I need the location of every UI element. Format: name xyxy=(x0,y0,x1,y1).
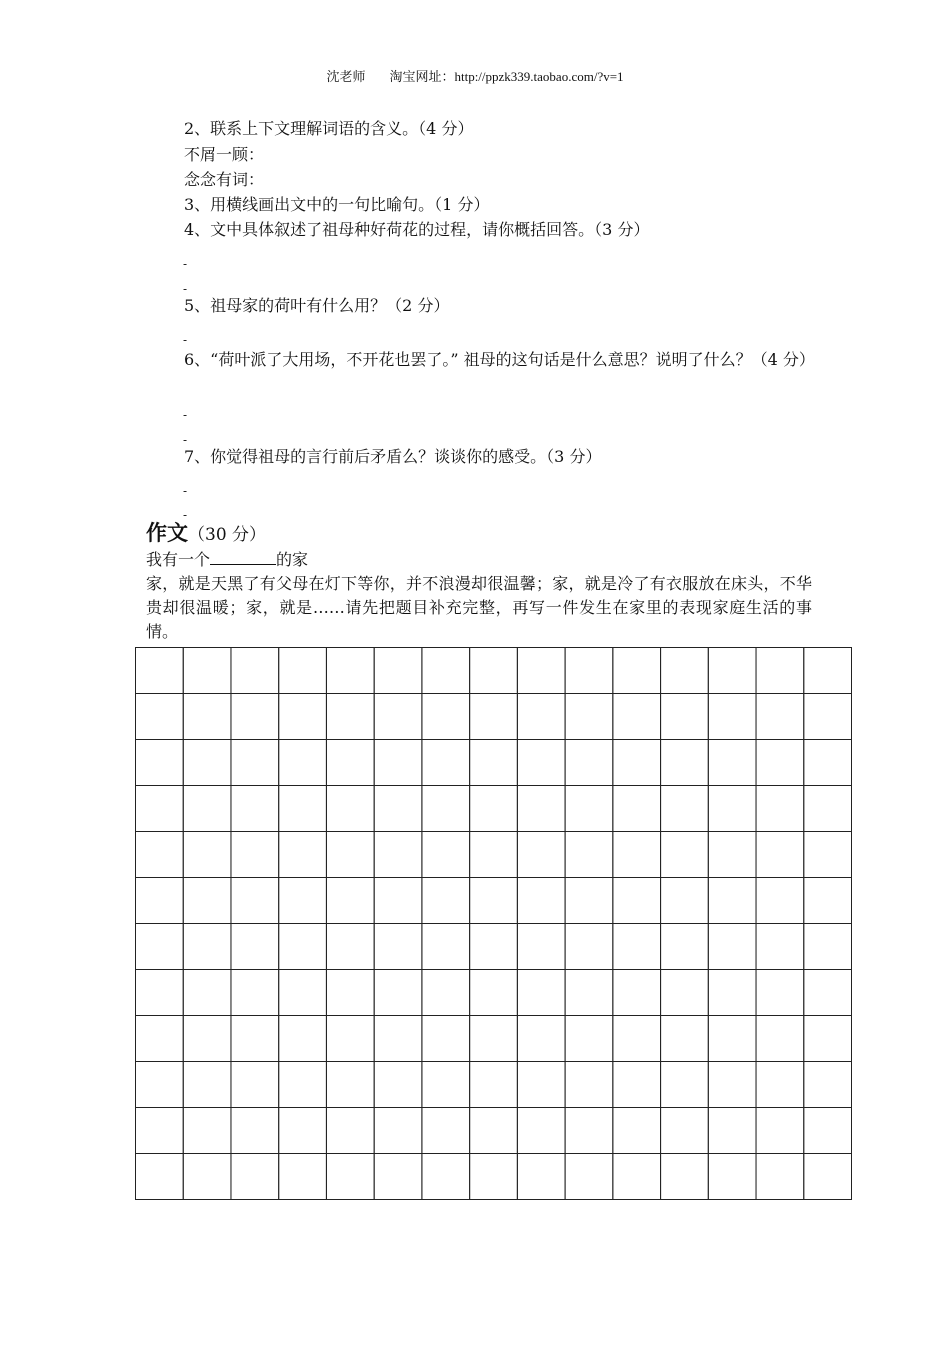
grid-cell[interactable] xyxy=(279,648,327,694)
grid-cell[interactable] xyxy=(756,1154,804,1200)
grid-cell[interactable] xyxy=(374,924,422,970)
grid-cell[interactable] xyxy=(422,786,470,832)
grid-cell[interactable] xyxy=(804,740,852,786)
grid-cell[interactable] xyxy=(565,740,613,786)
grid-cell[interactable] xyxy=(661,878,709,924)
grid-cell[interactable] xyxy=(708,740,756,786)
grid-cell[interactable] xyxy=(756,1108,804,1154)
grid-cell[interactable] xyxy=(136,1154,184,1200)
grid-cell[interactable] xyxy=(279,832,327,878)
grid-cell[interactable] xyxy=(279,1108,327,1154)
grid-cell[interactable] xyxy=(756,970,804,1016)
grid-cell[interactable] xyxy=(756,924,804,970)
grid-cell[interactable] xyxy=(517,648,565,694)
grid-cell[interactable] xyxy=(231,970,279,1016)
grid-cell[interactable] xyxy=(470,740,518,786)
grid-cell[interactable] xyxy=(374,1154,422,1200)
grid-cell[interactable] xyxy=(517,740,565,786)
page-header xyxy=(0,66,950,85)
grid-cell[interactable] xyxy=(183,1016,231,1062)
grid-cell[interactable] xyxy=(756,786,804,832)
grid-cell[interactable] xyxy=(136,878,184,924)
grid-cell[interactable] xyxy=(756,740,804,786)
grid-cell[interactable] xyxy=(422,1062,470,1108)
grid-cell[interactable] xyxy=(517,1154,565,1200)
grid-cell[interactable] xyxy=(661,832,709,878)
grid-cell[interactable] xyxy=(326,970,374,1016)
grid-cell[interactable] xyxy=(422,648,470,694)
essay-heading xyxy=(146,520,266,548)
grid-cell[interactable] xyxy=(804,694,852,740)
grid-cell[interactable] xyxy=(374,786,422,832)
author-name: 沈老师 xyxy=(326,69,366,84)
grid-cell[interactable] xyxy=(708,786,756,832)
grid-cell[interactable] xyxy=(565,878,613,924)
grid-cell[interactable] xyxy=(756,694,804,740)
grid-cell[interactable] xyxy=(279,924,327,970)
grid-cell[interactable] xyxy=(231,1016,279,1062)
grid-cell[interactable] xyxy=(279,970,327,1016)
grid-cell[interactable] xyxy=(422,1154,470,1200)
grid-cell[interactable] xyxy=(326,786,374,832)
grid-cell[interactable] xyxy=(231,832,279,878)
grid-cell[interactable] xyxy=(326,648,374,694)
grid-cell[interactable] xyxy=(136,694,184,740)
grid-cell[interactable] xyxy=(565,1016,613,1062)
grid-cell[interactable] xyxy=(136,970,184,1016)
grid-cell[interactable] xyxy=(517,878,565,924)
grid-cell[interactable] xyxy=(565,970,613,1016)
answer-line[interactable]: - xyxy=(183,257,188,271)
grid-cell[interactable] xyxy=(183,740,231,786)
grid-cell[interactable] xyxy=(517,924,565,970)
grid-cell[interactable] xyxy=(374,1016,422,1062)
grid-cell[interactable] xyxy=(708,878,756,924)
grid-cell[interactable] xyxy=(422,970,470,1016)
grid-cell[interactable] xyxy=(279,740,327,786)
grid-cell[interactable] xyxy=(661,1154,709,1200)
grid-cell[interactable] xyxy=(517,970,565,1016)
grid-cell[interactable] xyxy=(183,648,231,694)
grid-cell[interactable] xyxy=(279,1016,327,1062)
grid-cell[interactable] xyxy=(613,924,661,970)
grid-cell[interactable] xyxy=(470,786,518,832)
answer-line[interactable]: - xyxy=(183,333,188,347)
answer-line[interactable]: - xyxy=(183,433,188,447)
grid-cell[interactable] xyxy=(470,1154,518,1200)
grid-cell[interactable] xyxy=(613,740,661,786)
grid-cell[interactable] xyxy=(326,694,374,740)
grid-cell[interactable] xyxy=(565,694,613,740)
grid-cell[interactable] xyxy=(708,970,756,1016)
answer-line[interactable]: - xyxy=(183,408,188,422)
grid-cell[interactable] xyxy=(661,1108,709,1154)
grid-cell[interactable] xyxy=(231,1108,279,1154)
grid-cell[interactable] xyxy=(374,832,422,878)
grid-cell[interactable] xyxy=(183,970,231,1016)
grid-cell[interactable] xyxy=(136,924,184,970)
grid-cell[interactable] xyxy=(279,1062,327,1108)
grid-cell[interactable] xyxy=(517,1016,565,1062)
grid-cell[interactable] xyxy=(708,924,756,970)
grid-cell[interactable] xyxy=(804,1108,852,1154)
grid-cell[interactable] xyxy=(708,1154,756,1200)
grid-cell[interactable] xyxy=(470,924,518,970)
grid-cell[interactable] xyxy=(422,1108,470,1154)
grid-cell[interactable] xyxy=(183,1062,231,1108)
grid-cell[interactable] xyxy=(804,1016,852,1062)
grid-cell[interactable] xyxy=(661,694,709,740)
grid-cell[interactable] xyxy=(804,786,852,832)
grid-cell[interactable] xyxy=(422,740,470,786)
grid-cell[interactable] xyxy=(613,832,661,878)
grid-cell[interactable] xyxy=(565,832,613,878)
grid-cell[interactable] xyxy=(183,786,231,832)
grid-cell[interactable] xyxy=(470,1108,518,1154)
grid-cell[interactable] xyxy=(136,740,184,786)
grid-cell[interactable] xyxy=(136,648,184,694)
prompt-end: 的家 xyxy=(276,550,309,569)
question-4: 4、文中具体叙述了祖母种好荷花的过程，请你概括回答。（3 分） xyxy=(184,220,650,239)
grid-cell[interactable] xyxy=(279,1154,327,1200)
essay-score: （30 分） xyxy=(188,525,267,545)
grid-cell[interactable] xyxy=(804,832,852,878)
term-niannianyouci: 念念有词： xyxy=(184,170,265,189)
grid-cell[interactable] xyxy=(804,970,852,1016)
title-blank[interactable] xyxy=(210,550,276,565)
grid-cell[interactable] xyxy=(661,740,709,786)
grid-cell[interactable] xyxy=(565,1062,613,1108)
grid-cell[interactable] xyxy=(708,832,756,878)
grid-cell[interactable] xyxy=(326,740,374,786)
grid-cell[interactable] xyxy=(517,1062,565,1108)
grid-cell[interactable] xyxy=(804,1154,852,1200)
grid-cell[interactable] xyxy=(661,924,709,970)
grid-cell[interactable] xyxy=(470,694,518,740)
grid-cell[interactable] xyxy=(613,970,661,1016)
grid-cell[interactable] xyxy=(708,694,756,740)
grid-cell[interactable] xyxy=(613,694,661,740)
grid-cell[interactable] xyxy=(183,924,231,970)
grid-cell[interactable] xyxy=(279,786,327,832)
grid-cell[interactable] xyxy=(279,694,327,740)
grid-cell[interactable] xyxy=(231,1062,279,1108)
essay-prompt xyxy=(146,548,812,572)
grid-cell[interactable] xyxy=(565,1108,613,1154)
grid-cell[interactable] xyxy=(565,648,613,694)
grid-cell[interactable] xyxy=(613,1154,661,1200)
grid-cell[interactable] xyxy=(708,648,756,694)
prompt-start: 我有一个 xyxy=(146,550,211,569)
grid-cell[interactable] xyxy=(661,786,709,832)
grid-cell[interactable] xyxy=(804,1062,852,1108)
grid-cell[interactable] xyxy=(326,924,374,970)
grid-cell[interactable] xyxy=(326,878,374,924)
grid-cell[interactable] xyxy=(470,832,518,878)
grid-cell[interactable] xyxy=(231,786,279,832)
grid-cell[interactable] xyxy=(183,1108,231,1154)
grid-cell[interactable] xyxy=(565,1154,613,1200)
grid-cell[interactable] xyxy=(326,1016,374,1062)
grid-cell[interactable] xyxy=(374,1108,422,1154)
grid-cell[interactable] xyxy=(517,786,565,832)
grid-cell[interactable] xyxy=(231,740,279,786)
writing-grid[interactable] xyxy=(135,647,852,1200)
grid-cell[interactable] xyxy=(136,786,184,832)
question-7: 7、你觉得祖母的言行前后矛盾么？谈谈你的感受。（3 分） xyxy=(184,447,602,466)
grid-cell[interactable] xyxy=(565,924,613,970)
grid-cell[interactable] xyxy=(756,1016,804,1062)
essay-description: 家，就是天黑了有父母在灯下等你，并不浪漫却很温馨；家，就是冷了有衣服放在床头，不华贵却很温暖；家，就是……请先把题目补充完整，再写一件发生在家里的表现家庭生活的事情。 xyxy=(146,574,812,641)
grid-cell[interactable] xyxy=(136,1062,184,1108)
essay-title: 作文 xyxy=(146,520,188,545)
answer-line[interactable]: - xyxy=(183,282,188,296)
grid-cell[interactable] xyxy=(613,1062,661,1108)
grid-cell[interactable] xyxy=(422,832,470,878)
grid-cell[interactable] xyxy=(708,1062,756,1108)
grid-cell[interactable] xyxy=(183,832,231,878)
grid-cell[interactable] xyxy=(613,1108,661,1154)
grid-cell[interactable] xyxy=(374,648,422,694)
grid-cell[interactable] xyxy=(136,1108,184,1154)
answer-line[interactable]: - xyxy=(183,484,188,498)
grid-cell[interactable] xyxy=(470,648,518,694)
grid-cell[interactable] xyxy=(326,1108,374,1154)
grid-cell[interactable] xyxy=(183,694,231,740)
grid-cell[interactable] xyxy=(756,648,804,694)
grid-cell[interactable] xyxy=(422,924,470,970)
grid-cell[interactable] xyxy=(422,1016,470,1062)
grid-cell[interactable] xyxy=(804,878,852,924)
term-buxieyigu: 不屑一顾： xyxy=(184,145,265,164)
grid-cell[interactable] xyxy=(517,694,565,740)
grid-cell[interactable] xyxy=(183,878,231,924)
grid-cell[interactable] xyxy=(374,694,422,740)
grid-cell[interactable] xyxy=(374,878,422,924)
answer-line[interactable]: - xyxy=(183,508,188,522)
grid-cell[interactable] xyxy=(136,1016,184,1062)
question-6: 6、“荷叶派了大用场，不开花也罢了。” 祖母的这句话是什么意思？说明了什么？（4 分） xyxy=(184,350,815,369)
grid-cell[interactable] xyxy=(231,924,279,970)
grid-cell[interactable] xyxy=(517,1108,565,1154)
grid-cell[interactable] xyxy=(661,648,709,694)
grid-cell[interactable] xyxy=(231,1154,279,1200)
question-3: 3、用横线画出文中的一句比喻句。（1 分） xyxy=(184,195,490,214)
grid-cell[interactable] xyxy=(422,694,470,740)
grid-cell[interactable] xyxy=(661,970,709,1016)
grid-cell[interactable] xyxy=(470,1062,518,1108)
grid-cell[interactable] xyxy=(136,832,184,878)
grid-cell[interactable] xyxy=(661,1016,709,1062)
grid-cell[interactable] xyxy=(470,970,518,1016)
grid-cell[interactable] xyxy=(613,648,661,694)
grid-cell[interactable] xyxy=(708,1108,756,1154)
grid-cell[interactable] xyxy=(565,786,613,832)
grid-cell[interactable] xyxy=(804,924,852,970)
grid-cell[interactable] xyxy=(231,878,279,924)
grid-cell[interactable] xyxy=(756,832,804,878)
grid-cell[interactable] xyxy=(756,1062,804,1108)
grid-cell[interactable] xyxy=(231,694,279,740)
grid-cell[interactable] xyxy=(613,1016,661,1062)
grid-cell[interactable] xyxy=(470,1016,518,1062)
shop-url: 淘宝网址：http://ppzk339.taobao.com/?v=1 xyxy=(389,69,624,84)
grid-cell[interactable] xyxy=(326,1062,374,1108)
grid-cell[interactable] xyxy=(470,878,518,924)
question-5: 5、祖母家的荷叶有什么用？（2 分） xyxy=(184,296,450,315)
grid-cell[interactable] xyxy=(374,1062,422,1108)
grid-cell[interactable] xyxy=(708,1016,756,1062)
grid-cell[interactable] xyxy=(661,1062,709,1108)
grid-cell[interactable] xyxy=(183,1154,231,1200)
grid-cell[interactable] xyxy=(422,878,470,924)
grid-cell[interactable] xyxy=(613,786,661,832)
grid-cell[interactable] xyxy=(756,878,804,924)
grid-cell[interactable] xyxy=(613,878,661,924)
question-2: 2、联系上下文理解词语的含义。（4 分） xyxy=(184,119,474,138)
grid-cell[interactable] xyxy=(231,648,279,694)
grid-cell[interactable] xyxy=(326,1154,374,1200)
grid-cell[interactable] xyxy=(374,740,422,786)
grid-cell[interactable] xyxy=(279,878,327,924)
grid-cell[interactable] xyxy=(326,832,374,878)
grid-cell[interactable] xyxy=(804,648,852,694)
grid-cell[interactable] xyxy=(374,970,422,1016)
grid-cell[interactable] xyxy=(517,832,565,878)
